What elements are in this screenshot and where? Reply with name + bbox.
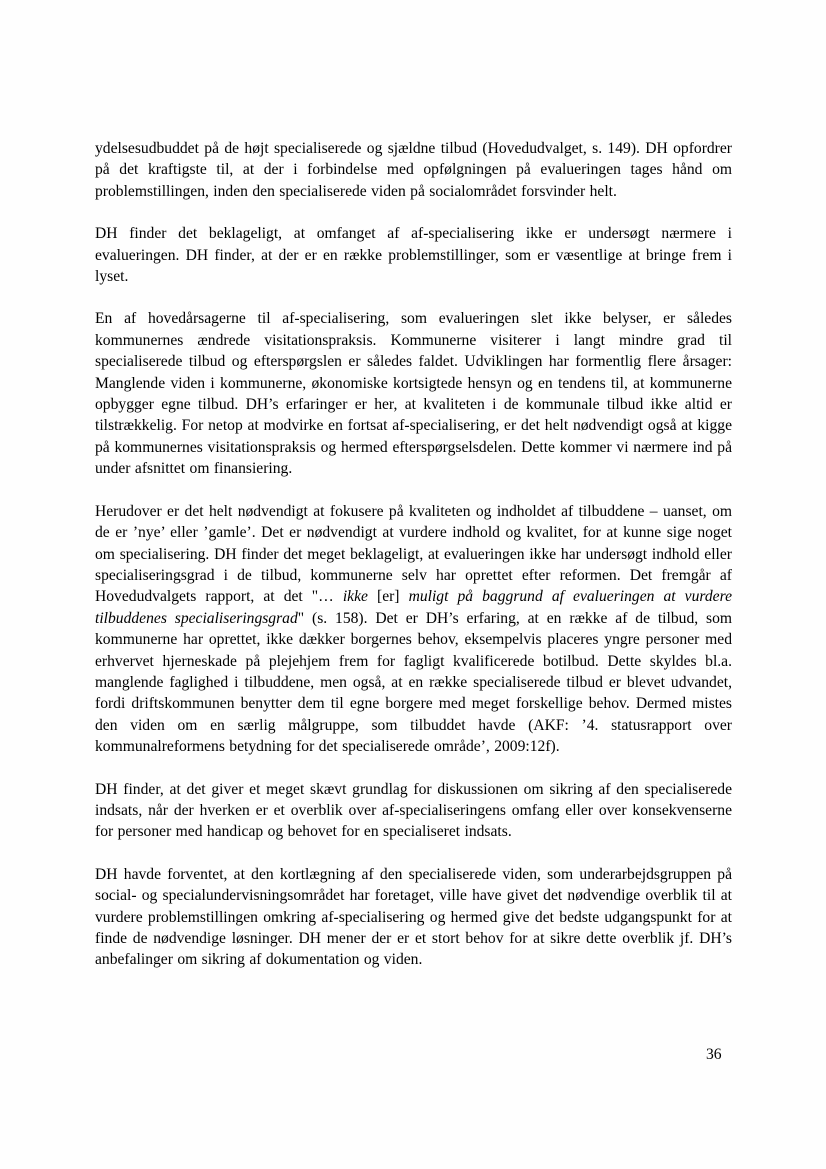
paragraph (95, 138, 732, 202)
paragraph-text: DH finder, at det giver et meget skævt grundlag for diskussionen om sikring af den specialiserede indsats, når der hverken er et overblik over af-specialiseringens omfang eller over konsekvenserne for personer med handicap og behovet for en specialiseret indsats. (95, 780, 732, 841)
paragraph-text: ydelsesudbuddet på de højt specialiserede og sjældne tilbud (Hovedudvalget, s. 149). DH opfordrer på det kraftigste til, at der i forbindelse med opfølgningen på evalueringen tages hånd om problemstillingen, inden den specialiserede viden på socialområdet forsvinder helt. (95, 140, 732, 200)
paragraph (95, 779, 732, 843)
paragraph-text: DH finder det beklageligt, at omfanget af af-specialisering ikke er undersøgt nærmere i evalueringen. DH finder, at der er en række problemstillinger, som er væsentlige at bringe frem i lyset. (95, 225, 732, 286)
paragraph (95, 223, 732, 287)
paragraph (95, 864, 732, 971)
document-body (95, 138, 732, 992)
paragraph-text-italic: ikke (342, 588, 368, 606)
paragraph-text: Herudover er det helt nødvendigt at fokusere på kvaliteten og indholdet af tilbuddene – uanset, om de er ’nye’ eller ’gamle’. Det er nødvendigt at vurdere indhold og kvalitet, for at kunne sige noget om specialisering. DH finder det meget beklageligt, at evalueringen ikke har undersøgt indhold eller specialiseringsgrad i de tilbud, kommunerne selv har oprettet efter reformen. Det fremgår af Hovedudvalgets rapport, at det "… (95, 502, 732, 606)
paragraph-text: " (s. 158). Det er DH’s erfaring, at en række af de tilbud, som kommunerne har oprettet, ikke dækker borgernes behov, eksempelvis placeres yngre personer med erhvervet hjerneskade på plejehjem frem for fagligt kvalificerede botilbud. Dette skyldes bl.a. manglende faglighed i tilbuddene, men også, at en række specialiserede tilbud er blevet udvandet, fordi driftskommunen benytter dem til egne borgere med meget forskellige behov. Dermed mistes den viden om en særlig målgruppe, som tilbuddet havde (AKF: ’4. statusrapport over kommunalreformens betydning for det specialiserede område’, 2009:12f). (95, 609, 732, 756)
paragraph-text: DH havde forventet, at den kortlægning af den specialiserede viden, som underarbejdsgruppen på social- og specialundervisningsområdet har foretaget, ville have givet det nødvendige overblik til at vurdere problemstillingen omkring af-specialisering og hermed give det bedste udgangspunkt for at finde de nødvendige løsninger. DH mener der er et stort behov for at sikre dette overblik jf. DH’s anbefalinger om sikring af dokumentation og viden. (95, 865, 732, 969)
paragraph-text: [er] (367, 588, 409, 606)
paragraph-text-italic: muligt på baggrund af evalueringen at vurdere tilbuddenes specialiseringsgrad (95, 588, 733, 627)
paragraph (95, 308, 732, 479)
paragraph-text: En af hovedårsagerne til af-specialisering, som evalueringen slet ikke belyser, er således kommunernes ændrede visitationspraksis. Kommunerne visiterer i langt mindre grad til specialiserede tilbud og efterspørgslen er således faldet. Udviklingen har formentlig flere årsager: Manglende viden i kommunerne, økonomiske kortsigtede hensyn og en tendens til, at kommunerne opbygger egne tilbud. DH’s erfaringer er her, at kvaliteten i de kommunale tilbud ikke altid er tilstrækkelig. For netop at modvirke en fortsat af-specialisering, er det helt nødvendigt også at kigge på kommunernes visitationspraksis og hermed efterspørgselsdelen. Dette kommer vi nærmere ind på under afsnittet om finansiering. (95, 310, 732, 478)
page-number: 36 (706, 1046, 722, 1063)
paragraph (95, 501, 732, 758)
